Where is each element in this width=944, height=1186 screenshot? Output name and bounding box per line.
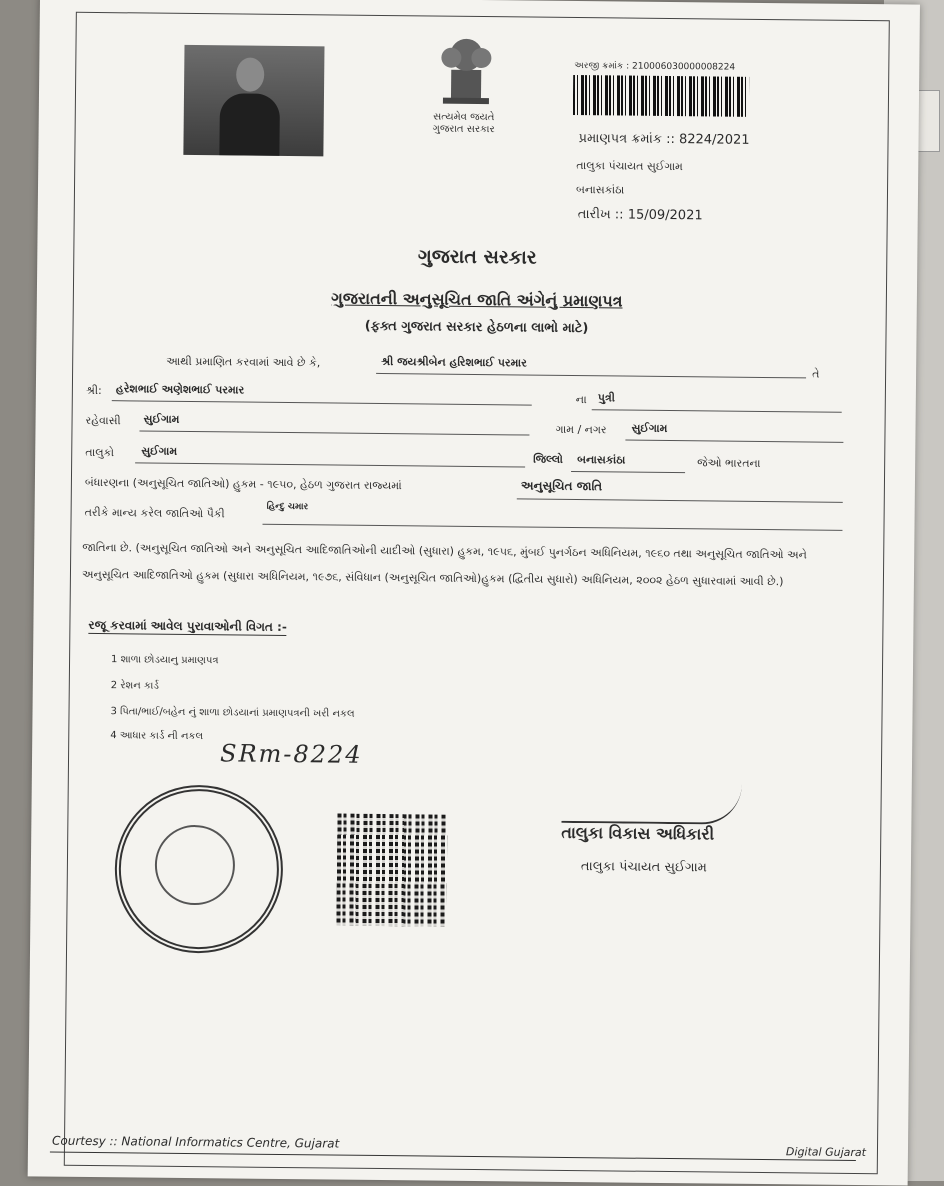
issuing-district: બનાસકાંઠા: [575, 183, 625, 197]
resident-label: રહેવાસી: [85, 413, 121, 428]
emblem-motto: સત્યમેવ જયતે: [433, 111, 495, 124]
footer-brand: Digital Gujarat: [785, 1145, 867, 1160]
applicant-photo: [183, 45, 324, 156]
application-number-label: અરજી ક્રમાંક: [574, 60, 624, 72]
issuing-office: તાલુકા પંચાયત સુઈગામ: [576, 159, 683, 174]
signature-stroke: [561, 781, 741, 825]
certificate-number-value: 8224/2021: [678, 132, 750, 148]
application-number-value: 210006030000008224: [631, 61, 736, 73]
who-label: જેઓ ભારતના: [697, 456, 761, 470]
recognized-label: તરીકે માન્ય કરેલ જાતિઓ પૈકી: [84, 505, 225, 521]
signatory-office: તાલુકા પંચાયત સુઈગામ: [580, 859, 707, 876]
document-item: 3 પિતા/ભાઈ/બહેન નું શાળા છોડયાનાં પ્રમાણપત્રની ખરી નકલ: [110, 706, 355, 720]
certificate-number: પ્રમાણપત્ર ક્રમાંક :: 8224/2021: [578, 131, 750, 148]
issue-date-label: તારીખ: [577, 207, 611, 223]
district-value: બનાસકાંઠા: [577, 453, 626, 467]
relation-label: ના: [575, 393, 587, 407]
document-item: 2 રેશન કાર્ડ: [110, 680, 159, 692]
government-title: ગુજરાત સરકાર: [417, 245, 537, 269]
state-emblem-icon: [421, 29, 512, 110]
application-number: અરજી ક્રમાંક : 210006030000008224: [574, 60, 736, 73]
official-seal: [114, 784, 284, 954]
taluka-value: સુઈગામ: [141, 444, 178, 458]
relation-value: પુત્રી: [597, 391, 615, 405]
father-prefix: શ્રી:: [85, 383, 102, 398]
order-text: બંધારણના (અનુસૂચિત જાતિઓ) હુકમ - ૧૯૫૦, હેઠળ ગુજરાત રાજ્યમાં: [84, 475, 402, 493]
village-value: સુઈગામ: [631, 421, 668, 435]
handwritten-note: SRm-8224: [219, 739, 363, 769]
legal-paragraph: જાતિના છે. (અનુસૂચિત જાતિઓ અને અનુસૂચિત આદિજાતિઓની યાદીઓ (સુધારા) હુકમ, ૧૯૫૬, મુંબઈ પુનર્ગઠન અધિનિયમ, ૧૯૬૦ તથા અનુસૂચિત જાતિઓ અને અનુસૂચિત આદિજાતિઓ હુકમ (સુધારા અધિનિયમ, ૧૯૭૬, સંવિધાન (અનુસૂચિત જાતિઓ)હુકમ (દ્વિતીય સુધારો) અધિનિયમ, ૨૦૦૨ હેઠળ સુધારવામાં આવી છે.): [81, 540, 807, 589]
certificate-title: ગુજરાતની અનુસૂચિત જાતિ અંગેનું પ્રમાણપત્ર: [331, 288, 623, 311]
category-value: અનુસૂચિત જાતિ: [520, 478, 603, 494]
document-item: 1 શાળા છોડયાનુ પ્રમાણપત્ર: [111, 654, 219, 667]
issue-date-value: 15/09/2021: [627, 207, 703, 224]
signatory-title: તાલુકા વિકાસ અધિકારી: [561, 822, 715, 844]
father-name: હરેશભાઈ અણેશભાઈ પરમાર: [115, 382, 245, 397]
footer-courtesy: Courtesy :: National Informatics Centre, Gujarat: [51, 1133, 340, 1151]
resident-value: સુઈગામ: [143, 412, 180, 426]
district-label: જિલ્લો: [533, 452, 563, 466]
issue-date: તારીખ :: 15/09/2021: [577, 207, 703, 224]
certificate-subtitle: (ફક્ત ગુજરાત સરકાર હેઠળના લાભો માટે): [364, 318, 589, 337]
document-item: 4 આધાર કાર્ડ ની નકલ: [110, 730, 204, 743]
certificate-number-label: પ્રમાણપત્ર ક્રમાંક: [578, 131, 663, 147]
qr-code: [336, 814, 447, 927]
emblem-caption: [399, 111, 529, 136]
village-label: ગામ / નગર: [555, 422, 607, 437]
certify-label: આથી પ્રમાણિત કરવામાં આવે છે કે,: [166, 354, 321, 370]
background-paper-strip: [916, 90, 940, 152]
te-label: તે: [812, 367, 820, 381]
emblem-govt: ગુજરાત સરકાર: [432, 123, 495, 136]
documents-heading: રજૂ કરવામાં આવેલ પુરાવાઓની વિગત :-: [88, 617, 287, 635]
caste-value: હિન્દુ ચમાર: [266, 501, 309, 513]
taluka-label: તાલુકો: [85, 445, 115, 460]
certificate-page: [28, 0, 920, 1186]
person-name: શ્રી જયશ્રીબેન હરિશભાઈ પરમાર: [381, 354, 527, 370]
barcode: [573, 75, 749, 117]
